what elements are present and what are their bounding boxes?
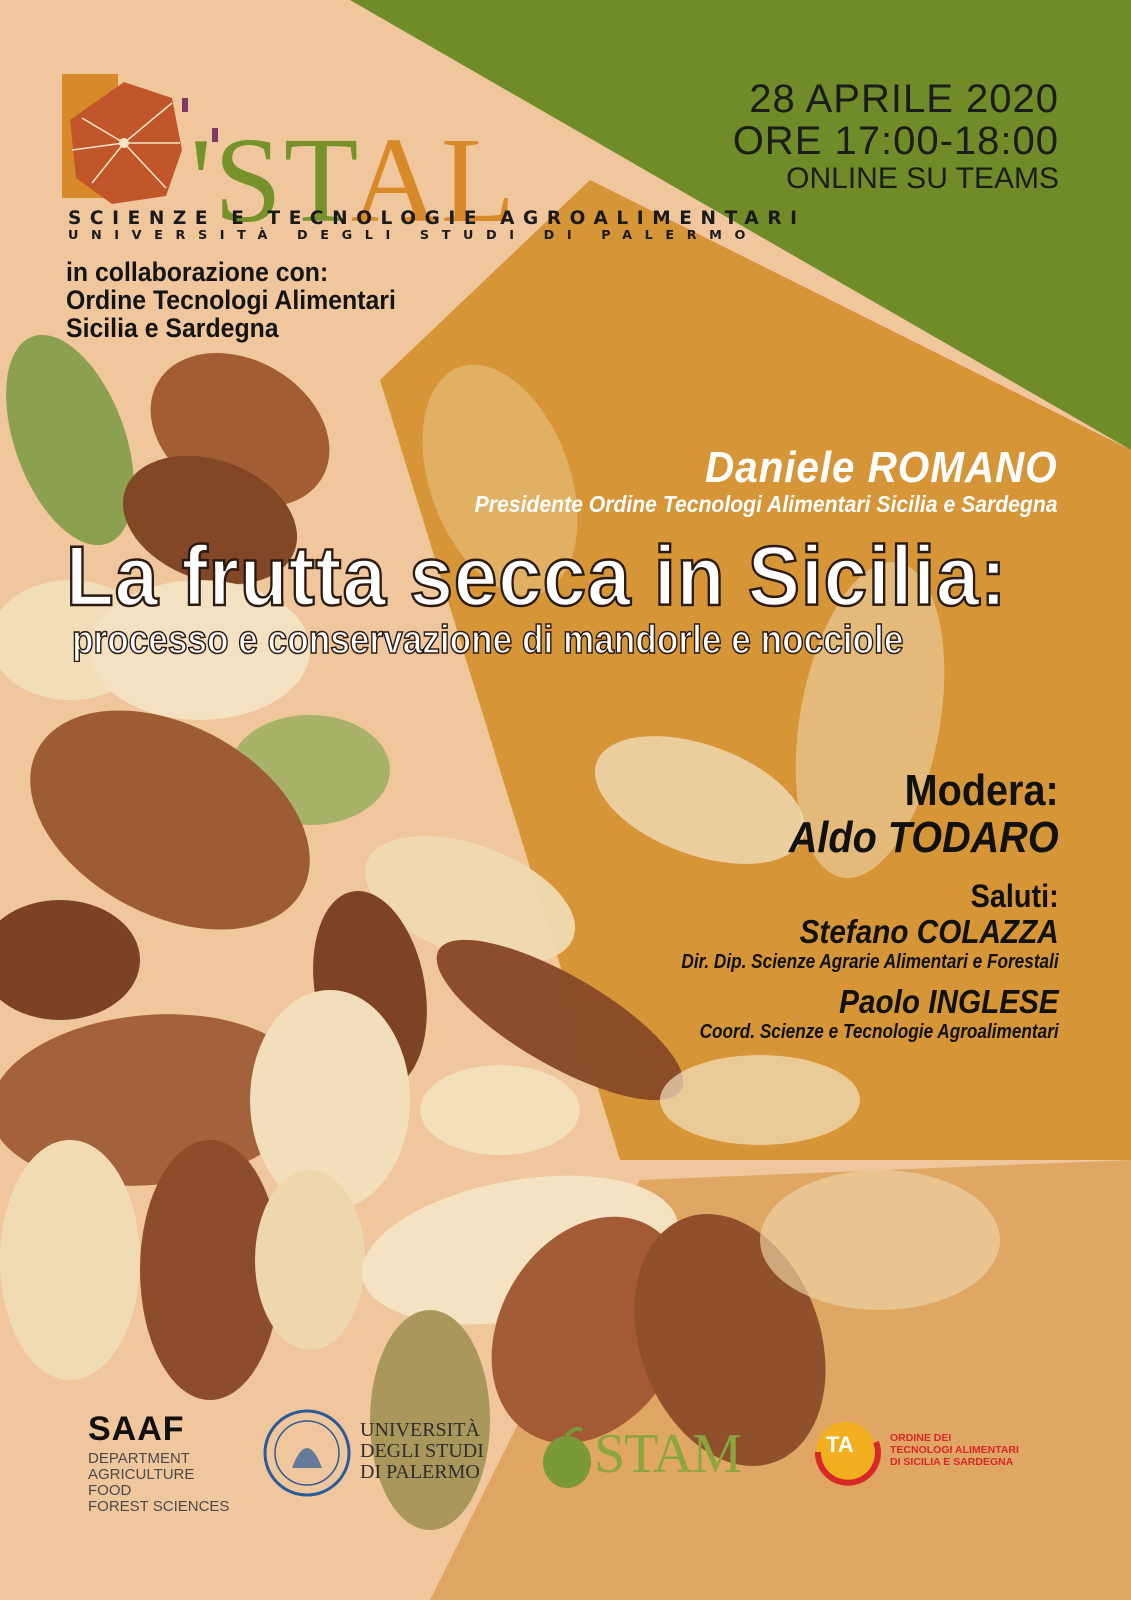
saaf-logo-subtitle: DEPARTMENT AGRICULTURE FOOD FOREST SCIENCES [88,1450,230,1515]
unipa-name: UNIVERSITÀ DEGLI STUDI DI PALERMO [360,1419,484,1483]
greeter-2-role: Coord. Scienze e Tecnologie Agroalimentari [699,1021,1059,1043]
event-time: ORE 17:00-18:00 [732,119,1059,163]
unipa-logo [262,1408,502,1498]
stam-wordmark [594,1423,742,1485]
stal-logo-green-letters: ST [213,113,351,248]
logo-tagline-degree: SCIENZE E TECNOLOGIE AGROALIMENTARI [68,208,806,229]
speaker-name: Daniele ROMANO [705,443,1058,492]
stal-logo-apostrophe: ' [190,113,214,248]
stam-leaf-icon [540,1424,594,1490]
event-date: 28 APRILE 2020 [749,77,1059,121]
moderator-label: Modera: [904,766,1059,815]
speaker-block [424,443,1058,518]
greetings-label: Saluti: [970,878,1059,914]
ordine-text: ORDINE DEI TECNOLOGI ALIMENTARI DI SICILIA E SARDEGNA [890,1432,1019,1468]
moderator-name: Aldo TODARO [789,813,1059,862]
greeter-2-name: Paolo INGLESE [839,983,1059,1020]
saaf-logo [88,1410,229,1515]
stal-logo-orange-letters: AL [350,113,518,248]
collaboration-partner-line-1: Ordine Tecnologi Alimentari [66,285,396,315]
greeter-1-role: Dir. Dip. Scienze Agrarie Alimentari e Forestali [681,951,1059,973]
collaboration-note [66,258,396,342]
speaker-role: Presidente Ordine Tecnologi Alimentari Sicilia e Sardegna [475,491,1058,517]
participants-block [620,768,1059,1044]
collaboration-partner-line-2: Sicilia e Sardegna [66,313,279,343]
talk-title: La frutta secca in Sicilia: [66,529,1008,623]
collaboration-label: in collaborazione con: [66,257,329,287]
logo-tagline-university: UNIVERSITÀ DEGLI STUDI DI PALERMO [68,228,758,243]
event-place: ONLINE SU TEAMS [786,162,1059,195]
talk-subtitle: processo e conservazione di mandorle e nocciole [72,618,904,662]
greeter-1-name: Stefano COLAZZA [799,913,1059,950]
ordine-mark: TA [826,1432,854,1457]
stam-logo [540,1418,770,1498]
saaf-logo-title: SAAF [88,1410,185,1448]
stam-wordmark-text: STAM [594,1423,742,1485]
unipa-seal-icon [262,1408,352,1498]
event-info [733,78,1059,196]
ordine-logo [808,1412,1068,1492]
